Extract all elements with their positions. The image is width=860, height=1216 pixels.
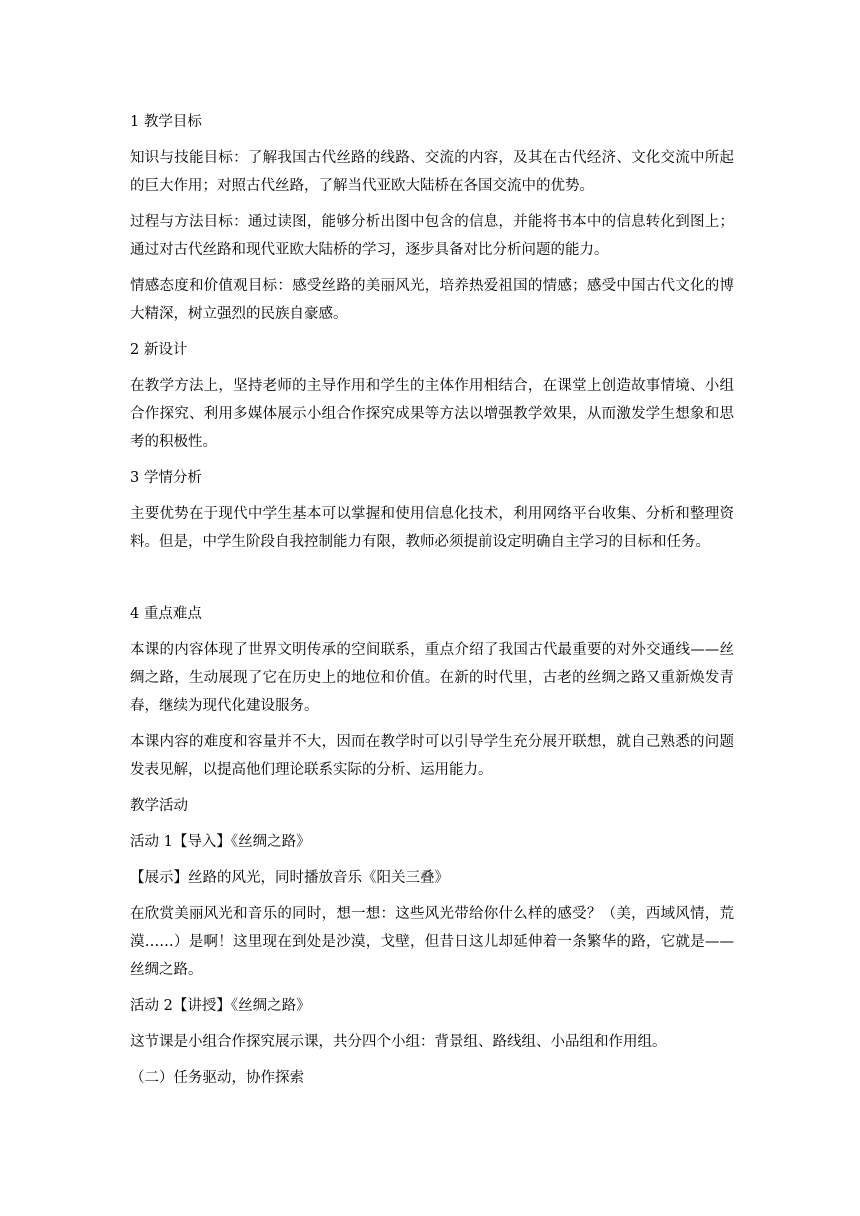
activity-1-text: 在欣赏美丽风光和音乐的同时，想一想：这些风光带给你什么样的感受？（美，西域风情，荒漠……）是啊！这里现在到处是沙漠，戈壁，但昔日这儿却延伸着一条繁华的路，它就是——丝绸之路。	[130, 906, 734, 978]
paragraph-process-goal: 过程与方法目标：通过读图，能够分析出图中包含的信息，并能将书本中的信息转化到图上；通过对古代丝路和现代亚欧大陆桥的学习，逐步具备对比分析问题的能力。	[130, 214, 734, 258]
section-heading-key-points: 4 重点难点	[130, 606, 202, 622]
document-body	[130, 108, 734, 1100]
activity-1-title: 活动 1【导入】《丝绸之路》	[130, 834, 311, 850]
paragraph-student-analysis: 主要优势在于现代中学生基本可以掌握和使用信息化技术，利用网络平台收集、分析和整理资料。但是，中学生阶段自我控制能力有限，教师必须提前设定明确自主学习的目标和任务。	[130, 506, 734, 550]
section-heading-new-design: 2 新设计	[130, 342, 188, 358]
section-heading-activities: 教学活动	[130, 798, 188, 814]
activity-2-title: 活动 2【讲授】《丝绸之路》	[130, 998, 311, 1014]
subsection-task-driven: （二）任务驱动，协作探索	[130, 1070, 304, 1086]
paragraph-gap	[130, 564, 734, 600]
paragraph-emotion-goal: 情感态度和价值观目标：感受丝路的美丽风光，培养热爱祖国的情感；感受中国古代文化的博大精深，树立强烈的民族自豪感。	[130, 278, 734, 322]
activity-1-show: 【展示】丝路的风光，同时播放音乐《阳关三叠》	[130, 870, 449, 886]
section-heading-student-analysis: 3 学情分析	[130, 470, 202, 486]
paragraph-new-design: 在教学方法上，坚持老师的主导作用和学生的主体作用相结合，在课堂上创造故事情境、小组合作探究、利用多媒体展示小组合作探究成果等方法以增强教学效果，从而激发学生想象和思考的积极性。	[130, 378, 734, 450]
section-heading-teaching-goals: 1 教学目标	[130, 114, 202, 130]
activity-2-text: 这节课是小组合作探究展示课，共分四个小组：背景组、路线组、小品组和作用组。	[130, 1034, 667, 1050]
paragraph-key-points: 本课的内容体现了世界文明传承的空间联系，重点介绍了我国古代最重要的对外交通线——丝绸之路，生动展现了它在历史上的地位和价值。在新的时代里，古老的丝绸之路又重新焕发青春，继续为现代化建设服务。	[130, 642, 734, 714]
paragraph-difficulty: 本课内容的难度和容量并不大，因而在教学时可以引导学生充分展开联想，就自己熟悉的问题发表见解，以提高他们理论联系实际的分析、运用能力。	[130, 734, 734, 778]
paragraph-knowledge-goal: 知识与技能目标：了解我国古代丝路的线路、交流的内容，及其在古代经济、文化交流中所起的巨大作用；对照古代丝路，了解当代亚欧大陆桥在各国交流中的优势。	[130, 150, 734, 194]
